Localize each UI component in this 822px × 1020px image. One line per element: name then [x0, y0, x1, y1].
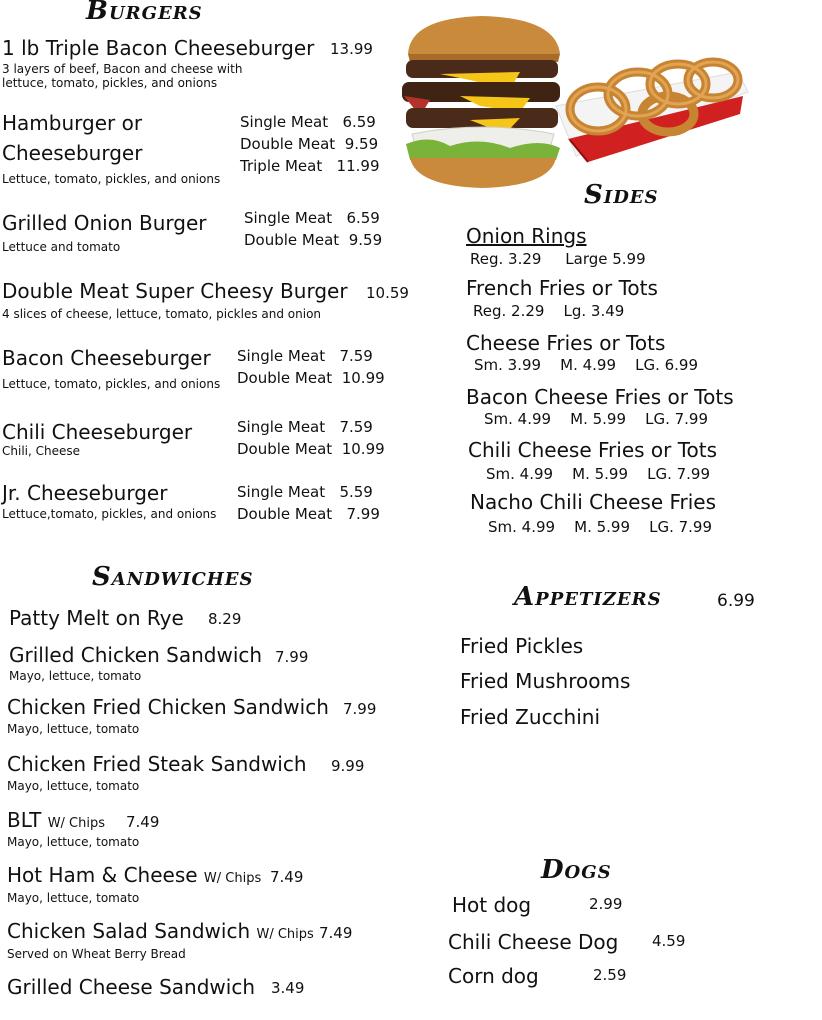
chili-cheeseburger-size-single: Single Meat 7.59 — [237, 418, 373, 436]
sandwich-blt-desc: Mayo, lettuce, tomato — [7, 835, 140, 849]
sandwich-grilled-chicken-name: Grilled Chicken Sandwich — [9, 643, 263, 667]
burger-image — [400, 16, 565, 188]
hamburger-size-single: Single Meat 6.59 — [240, 113, 376, 131]
side-onion-rings-name: Onion Rings — [466, 224, 587, 248]
sandwich-blt-name: BLT W/ Chips — [7, 808, 106, 832]
triple-bacon-name: 1 lb Triple Bacon Cheeseburger — [2, 36, 315, 60]
appetizer-fried-zucchini: Fried Zucchini — [460, 705, 601, 729]
sides-heading: Sides — [584, 180, 659, 210]
sandwich-cfc-name: Chicken Fried Chicken Sandwich — [7, 695, 329, 719]
grilled-onion-desc: Lettuce and tomato — [2, 240, 121, 254]
sandwich-grilled-cheese-name: Grilled Cheese Sandwich — [7, 975, 255, 999]
side-chili-cheese-fries-prices: Sm. 4.99 M. 5.99 LG. 7.99 — [486, 465, 711, 483]
dog-chili-cheese-price: 4.59 — [652, 932, 686, 950]
bacon-cheeseburger-name: Bacon Cheeseburger — [2, 346, 211, 370]
hamburger-name-1: Hamburger or — [2, 111, 143, 135]
bacon-cheeseburger-size-single: Single Meat 7.59 — [237, 347, 373, 365]
triple-bacon-price: 13.99 — [330, 40, 373, 58]
jr-cheeseburger-size-double: Double Meat 7.99 — [237, 505, 380, 523]
sandwich-chicken-salad-desc: Served on Wheat Berry Bread — [7, 947, 186, 961]
side-french-fries-prices: Reg. 2.29 Lg. 3.49 — [473, 302, 625, 320]
sandwich-cfc-price: 7.99 — [343, 700, 377, 718]
appetizer-fried-mushrooms: Fried Mushrooms — [460, 669, 631, 693]
hamburger-size-triple: Triple Meat 11.99 — [240, 157, 380, 175]
sandwich-patty-melt-price: 8.29 — [208, 610, 242, 628]
dog-hot-dog-name: Hot dog — [452, 893, 532, 917]
sandwich-cfc-desc: Mayo, lettuce, tomato — [7, 722, 140, 736]
onion-rings-basket-image — [548, 44, 753, 164]
side-bacon-cheese-fries-name: Bacon Cheese Fries or Tots — [466, 385, 734, 409]
hamburger-desc: Lettuce, tomato, pickles, and onions — [2, 172, 221, 186]
side-nacho-fries-prices: Sm. 4.99 M. 5.99 LG. 7.99 — [488, 518, 713, 536]
chili-cheeseburger-name: Chili Cheeseburger — [2, 420, 193, 444]
jr-cheeseburger-desc: Lettuce,tomato, pickles, and onions — [2, 507, 217, 521]
hamburger-size-double: Double Meat 9.59 — [240, 135, 379, 153]
sandwich-grilled-chicken-price: 7.99 — [275, 648, 309, 666]
appetizer-fried-pickles: Fried Pickles — [460, 634, 584, 658]
sandwiches-heading: Sandwiches — [92, 562, 254, 592]
bacon-cheeseburger-size-double: Double Meat 10.99 — [237, 369, 385, 387]
sandwich-cfs-price: 9.99 — [331, 757, 365, 775]
grilled-onion-size-double: Double Meat 9.59 — [244, 231, 383, 249]
hamburger-name-2: Cheeseburger — [2, 141, 143, 165]
dog-corn-dog-price: 2.59 — [593, 966, 627, 984]
appetizers-price: 6.99 — [717, 591, 755, 611]
side-french-fries-name: French Fries or Tots — [466, 276, 658, 300]
dog-chili-cheese-name: Chili Cheese Dog — [448, 930, 619, 954]
sandwich-chicken-salad-name: Chicken Salad Sandwich W/ Chips — [7, 919, 314, 943]
grilled-onion-size-single: Single Meat 6.59 — [244, 209, 380, 227]
sandwich-hot-ham-price: 7.49 — [270, 868, 304, 886]
dog-hot-dog-price: 2.99 — [589, 895, 623, 913]
sandwich-cfs-name: Chicken Fried Steak Sandwich — [7, 752, 307, 776]
sandwich-cfs-desc: Mayo, lettuce, tomato — [7, 779, 140, 793]
side-nacho-fries-name: Nacho Chili Cheese Fries — [470, 490, 717, 514]
sandwich-blt-price: 7.49 — [126, 813, 160, 831]
chili-cheeseburger-size-double: Double Meat 10.99 — [237, 440, 385, 458]
bacon-cheeseburger-desc: Lettuce, tomato, pickles, and onions — [2, 377, 221, 391]
sandwich-chicken-salad-price: 7.49 — [319, 924, 353, 942]
side-cheese-fries-name: Cheese Fries or Tots — [466, 331, 666, 355]
dogs-heading: Dogs — [541, 855, 612, 885]
triple-bacon-desc-2: lettuce, tomato, pickles, and onions — [2, 76, 218, 90]
super-cheesy-name: Double Meat Super Cheesy Burger — [2, 279, 348, 303]
burgers-heading: Burgers — [86, 0, 203, 26]
jr-cheeseburger-size-single: Single Meat 5.59 — [237, 483, 373, 501]
side-chili-cheese-fries-name: Chili Cheese Fries or Tots — [468, 438, 718, 462]
chili-cheeseburger-desc: Chili, Cheese — [2, 444, 80, 458]
triple-bacon-desc-1: 3 layers of beef, Bacon and cheese with — [2, 62, 243, 76]
appetizers-heading: Appetizers — [514, 582, 662, 612]
sandwich-patty-melt-name: Patty Melt on Rye — [9, 606, 184, 630]
sandwich-grilled-cheese-price: 3.49 — [271, 979, 305, 997]
dog-corn-dog-name: Corn dog — [448, 964, 539, 988]
sandwich-grilled-chicken-desc: Mayo, lettuce, tomato — [9, 669, 142, 683]
side-cheese-fries-prices: Sm. 3.99 M. 4.99 LG. 6.99 — [474, 356, 699, 374]
super-cheesy-desc: 4 slices of cheese, lettuce, tomato, pickles and onion — [2, 307, 322, 321]
super-cheesy-price: 10.59 — [366, 284, 409, 302]
sandwich-hot-ham-desc: Mayo, lettuce, tomato — [7, 891, 140, 905]
jr-cheeseburger-name: Jr. Cheeseburger — [2, 481, 168, 505]
sandwich-hot-ham-name: Hot Ham & Cheese W/ Chips — [7, 863, 262, 887]
side-bacon-cheese-fries-prices: Sm. 4.99 M. 5.99 LG. 7.99 — [484, 410, 709, 428]
side-onion-rings-prices: Reg. 3.29 Large 5.99 — [470, 250, 646, 268]
grilled-onion-name: Grilled Onion Burger — [2, 211, 207, 235]
